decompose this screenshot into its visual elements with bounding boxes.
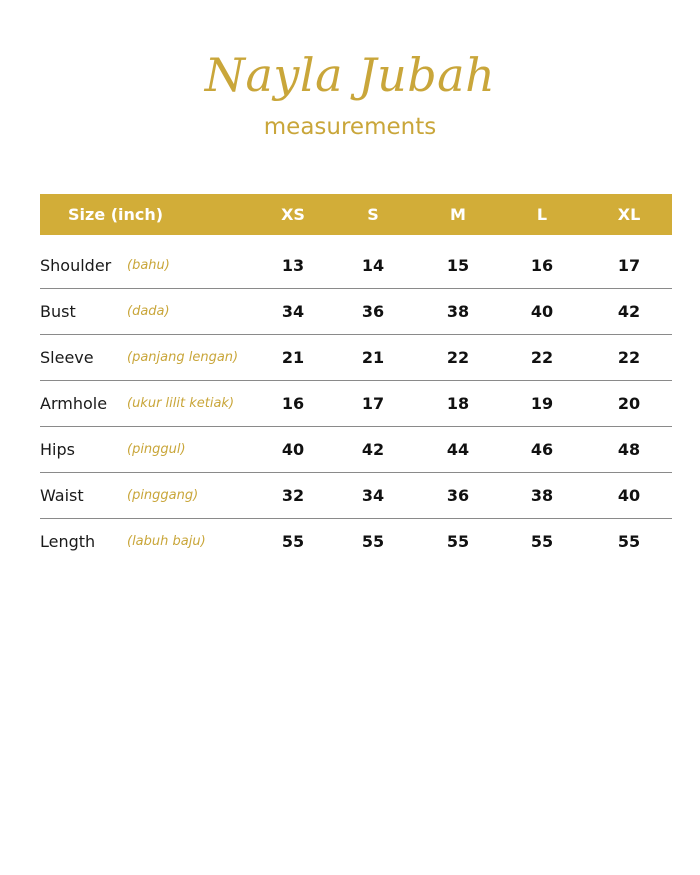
row-value-xl: 55 bbox=[617, 532, 641, 551]
row-value-l: 38 bbox=[530, 486, 554, 505]
page-subtitle: measurements bbox=[263, 114, 437, 140]
row-value-xs: 32 bbox=[281, 486, 305, 505]
row-translation: (dada) bbox=[127, 304, 170, 319]
row-translation: (bahu) bbox=[127, 258, 170, 273]
row-value-s: 34 bbox=[361, 486, 385, 505]
row-value-xs: 16 bbox=[281, 394, 305, 413]
row-name: Sleeve bbox=[40, 348, 94, 367]
row-translation: (pinggul) bbox=[127, 442, 186, 457]
row-translation: (ukur lilit ketiak) bbox=[127, 396, 235, 411]
row-translation: (panjang lengan) bbox=[127, 350, 239, 365]
row-value-l: 16 bbox=[530, 256, 554, 275]
row-value-l: 55 bbox=[530, 532, 554, 551]
row-value-m: 44 bbox=[446, 440, 470, 459]
row-value-l: 40 bbox=[530, 302, 554, 321]
row-value-xl: 17 bbox=[617, 256, 641, 275]
row-value-xs: 40 bbox=[281, 440, 305, 459]
row-translation: (labuh baju) bbox=[127, 534, 206, 549]
table-row-shoulder bbox=[40, 243, 672, 289]
row-name: Bust bbox=[40, 302, 76, 321]
row-value-xl: 40 bbox=[617, 486, 641, 505]
row-value-xs: 13 bbox=[281, 256, 305, 275]
row-name: Armhole bbox=[40, 394, 108, 413]
row-value-m: 18 bbox=[446, 394, 470, 413]
brand-title: Nayla Jubah bbox=[204, 48, 496, 102]
row-value-s: 17 bbox=[361, 394, 385, 413]
table-row-waist bbox=[40, 473, 672, 519]
row-value-m: 22 bbox=[446, 348, 470, 367]
header-size-xl: XL bbox=[617, 205, 641, 224]
table-header bbox=[40, 194, 672, 235]
row-name: Hips bbox=[40, 440, 75, 459]
header-size-label: Size (inch) bbox=[68, 205, 164, 224]
row-value-xl: 48 bbox=[617, 440, 641, 459]
table-row-sleeve bbox=[40, 335, 672, 381]
row-value-xl: 22 bbox=[617, 348, 641, 367]
row-value-xl: 20 bbox=[617, 394, 641, 413]
row-name: Waist bbox=[40, 486, 84, 505]
row-value-s: 55 bbox=[361, 532, 385, 551]
row-value-s: 36 bbox=[361, 302, 385, 321]
header-size-l: L bbox=[536, 205, 548, 224]
row-value-m: 36 bbox=[446, 486, 470, 505]
row-value-l: 19 bbox=[530, 394, 554, 413]
row-value-m: 55 bbox=[446, 532, 470, 551]
table-row-hips bbox=[40, 427, 672, 473]
table-row-length bbox=[40, 519, 672, 564]
row-value-xs: 21 bbox=[281, 348, 305, 367]
row-translation: (pinggang) bbox=[127, 488, 199, 503]
row-value-xs: 55 bbox=[281, 532, 305, 551]
row-value-s: 14 bbox=[361, 256, 385, 275]
row-value-m: 15 bbox=[446, 256, 470, 275]
row-value-xs: 34 bbox=[281, 302, 305, 321]
row-value-s: 21 bbox=[361, 348, 385, 367]
size-chart-table bbox=[40, 194, 672, 564]
row-name: Length bbox=[40, 532, 96, 551]
row-value-l: 22 bbox=[530, 348, 554, 367]
header-size-s: S bbox=[367, 205, 379, 224]
row-value-s: 42 bbox=[361, 440, 385, 459]
header-size-xs: XS bbox=[281, 205, 305, 224]
row-name: Shoulder bbox=[40, 256, 112, 275]
row-value-m: 38 bbox=[446, 302, 470, 321]
table-row-bust bbox=[40, 289, 672, 335]
row-value-xl: 42 bbox=[617, 302, 641, 321]
header-size-m: M bbox=[450, 205, 466, 224]
row-value-l: 46 bbox=[530, 440, 554, 459]
table-row-armhole bbox=[40, 381, 672, 427]
